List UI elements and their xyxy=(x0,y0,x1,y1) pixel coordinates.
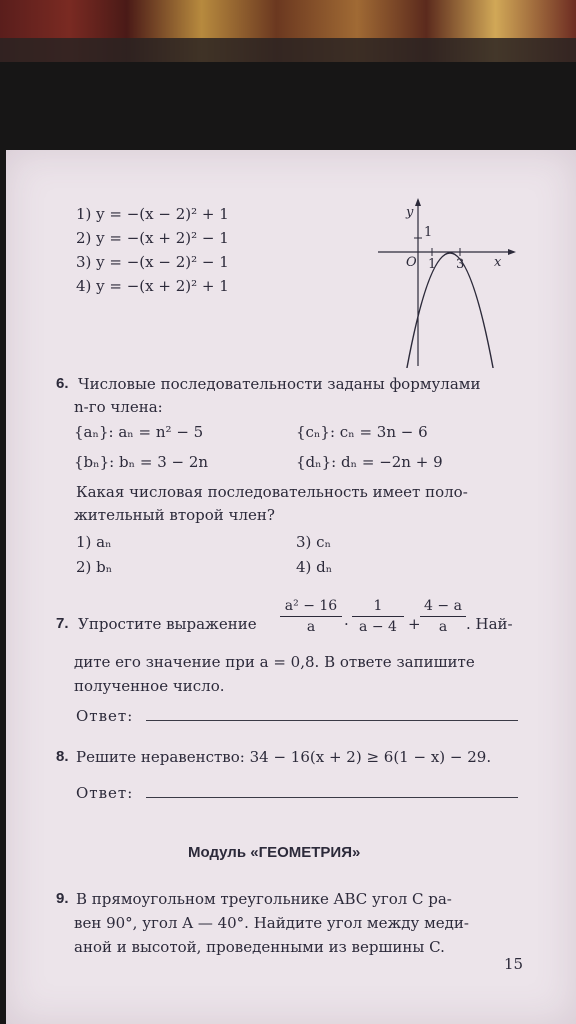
formula-b: {bₙ}: bₙ = 3 − 2n xyxy=(74,453,209,471)
fraction-2-denominator: a − 4 xyxy=(359,619,397,635)
answer-8-label: Ответ: xyxy=(76,784,134,802)
fraction-2 xyxy=(352,598,404,635)
option-5-2: 2) y = −(x + 2)² − 1 xyxy=(76,229,229,247)
question-9-line1: В прямоугольном треугольнике ABC угол C ра- xyxy=(76,890,452,908)
answer-7-line[interactable] xyxy=(146,706,518,721)
book-page xyxy=(6,150,576,1024)
option-5-3: 3) y = −(x − 2)² − 1 xyxy=(76,253,229,271)
multiply-dot: · xyxy=(344,615,349,633)
question-7-line2: дите его значение при a = 0,8. В ответе запишите xyxy=(74,653,475,671)
fraction-3-numerator: 4 − a xyxy=(424,598,462,614)
question-8-text: Решите неравенство: 34 − 16(x + 2) ≥ 6(1 − x) − 29. xyxy=(76,748,492,766)
fraction-1-numerator: a² − 16 xyxy=(284,598,338,614)
question-6-line2: n-го члена: xyxy=(74,398,163,416)
module-heading: Модуль «ГЕОМЕТРИЯ» xyxy=(188,844,361,861)
parabola-curve xyxy=(406,253,494,368)
question-8-number: 8. xyxy=(56,748,69,765)
y-tick-label-1: 1 xyxy=(424,225,433,240)
question-6-prompt-2: жительный второй член? xyxy=(74,506,275,524)
x-axis-label: x xyxy=(494,255,502,270)
question-7-tail: . Най- xyxy=(466,615,513,633)
x-tick-label-1: 1 xyxy=(428,257,437,272)
answer-6-2: 2) bₙ xyxy=(76,558,113,576)
answer-6-3: 3) cₙ xyxy=(296,533,332,551)
parabola-graph xyxy=(366,198,516,368)
x-arrow xyxy=(508,249,516,255)
question-6-number: 6. xyxy=(56,375,69,392)
plus-sign: + xyxy=(408,615,421,633)
y-axis-label: y xyxy=(406,205,414,220)
fraction-2-numerator: 1 xyxy=(373,598,383,614)
page-number: 15 xyxy=(504,955,524,973)
carpet-edge xyxy=(0,38,576,62)
question-9-line3: аной и высотой, проведенными из вершины C. xyxy=(74,938,445,956)
question-7-lead: Упростите выражение xyxy=(78,615,257,633)
question-9-line2: вен 90°, угол A — 40°. Найдите угол между меди- xyxy=(74,914,469,932)
option-5-4: 4) y = −(x + 2)² + 1 xyxy=(76,277,229,295)
answer-8-line[interactable] xyxy=(146,783,518,798)
formula-d: {dₙ}: dₙ = −2n + 9 xyxy=(296,453,443,471)
formula-c: {cₙ}: cₙ = 3n − 6 xyxy=(296,423,428,441)
origin-label: O xyxy=(406,255,417,270)
question-7-number: 7. xyxy=(56,615,69,632)
y-arrow xyxy=(415,198,421,206)
question-6-prompt-1: Какая числовая последовательность имеет поло- xyxy=(76,483,468,501)
option-5-1: 1) y = −(x − 2)² + 1 xyxy=(76,205,229,223)
fraction-1-denominator: a xyxy=(306,619,316,635)
answer-6-1: 1) aₙ xyxy=(76,533,112,551)
question-9-number: 9. xyxy=(56,890,69,907)
fraction-3 xyxy=(420,598,466,635)
answer-7-label: Ответ: xyxy=(76,707,134,725)
question-7-line3: полученное число. xyxy=(74,677,225,695)
formula-a: {aₙ}: aₙ = n² − 5 xyxy=(74,423,204,441)
fraction-1 xyxy=(280,598,342,635)
answer-6-4: 4) dₙ xyxy=(296,558,333,576)
fraction-3-denominator: a xyxy=(438,619,448,635)
x-tick-label-3: 3 xyxy=(456,257,465,272)
question-6-line1: Числовые последовательности заданы формулами xyxy=(78,375,481,393)
